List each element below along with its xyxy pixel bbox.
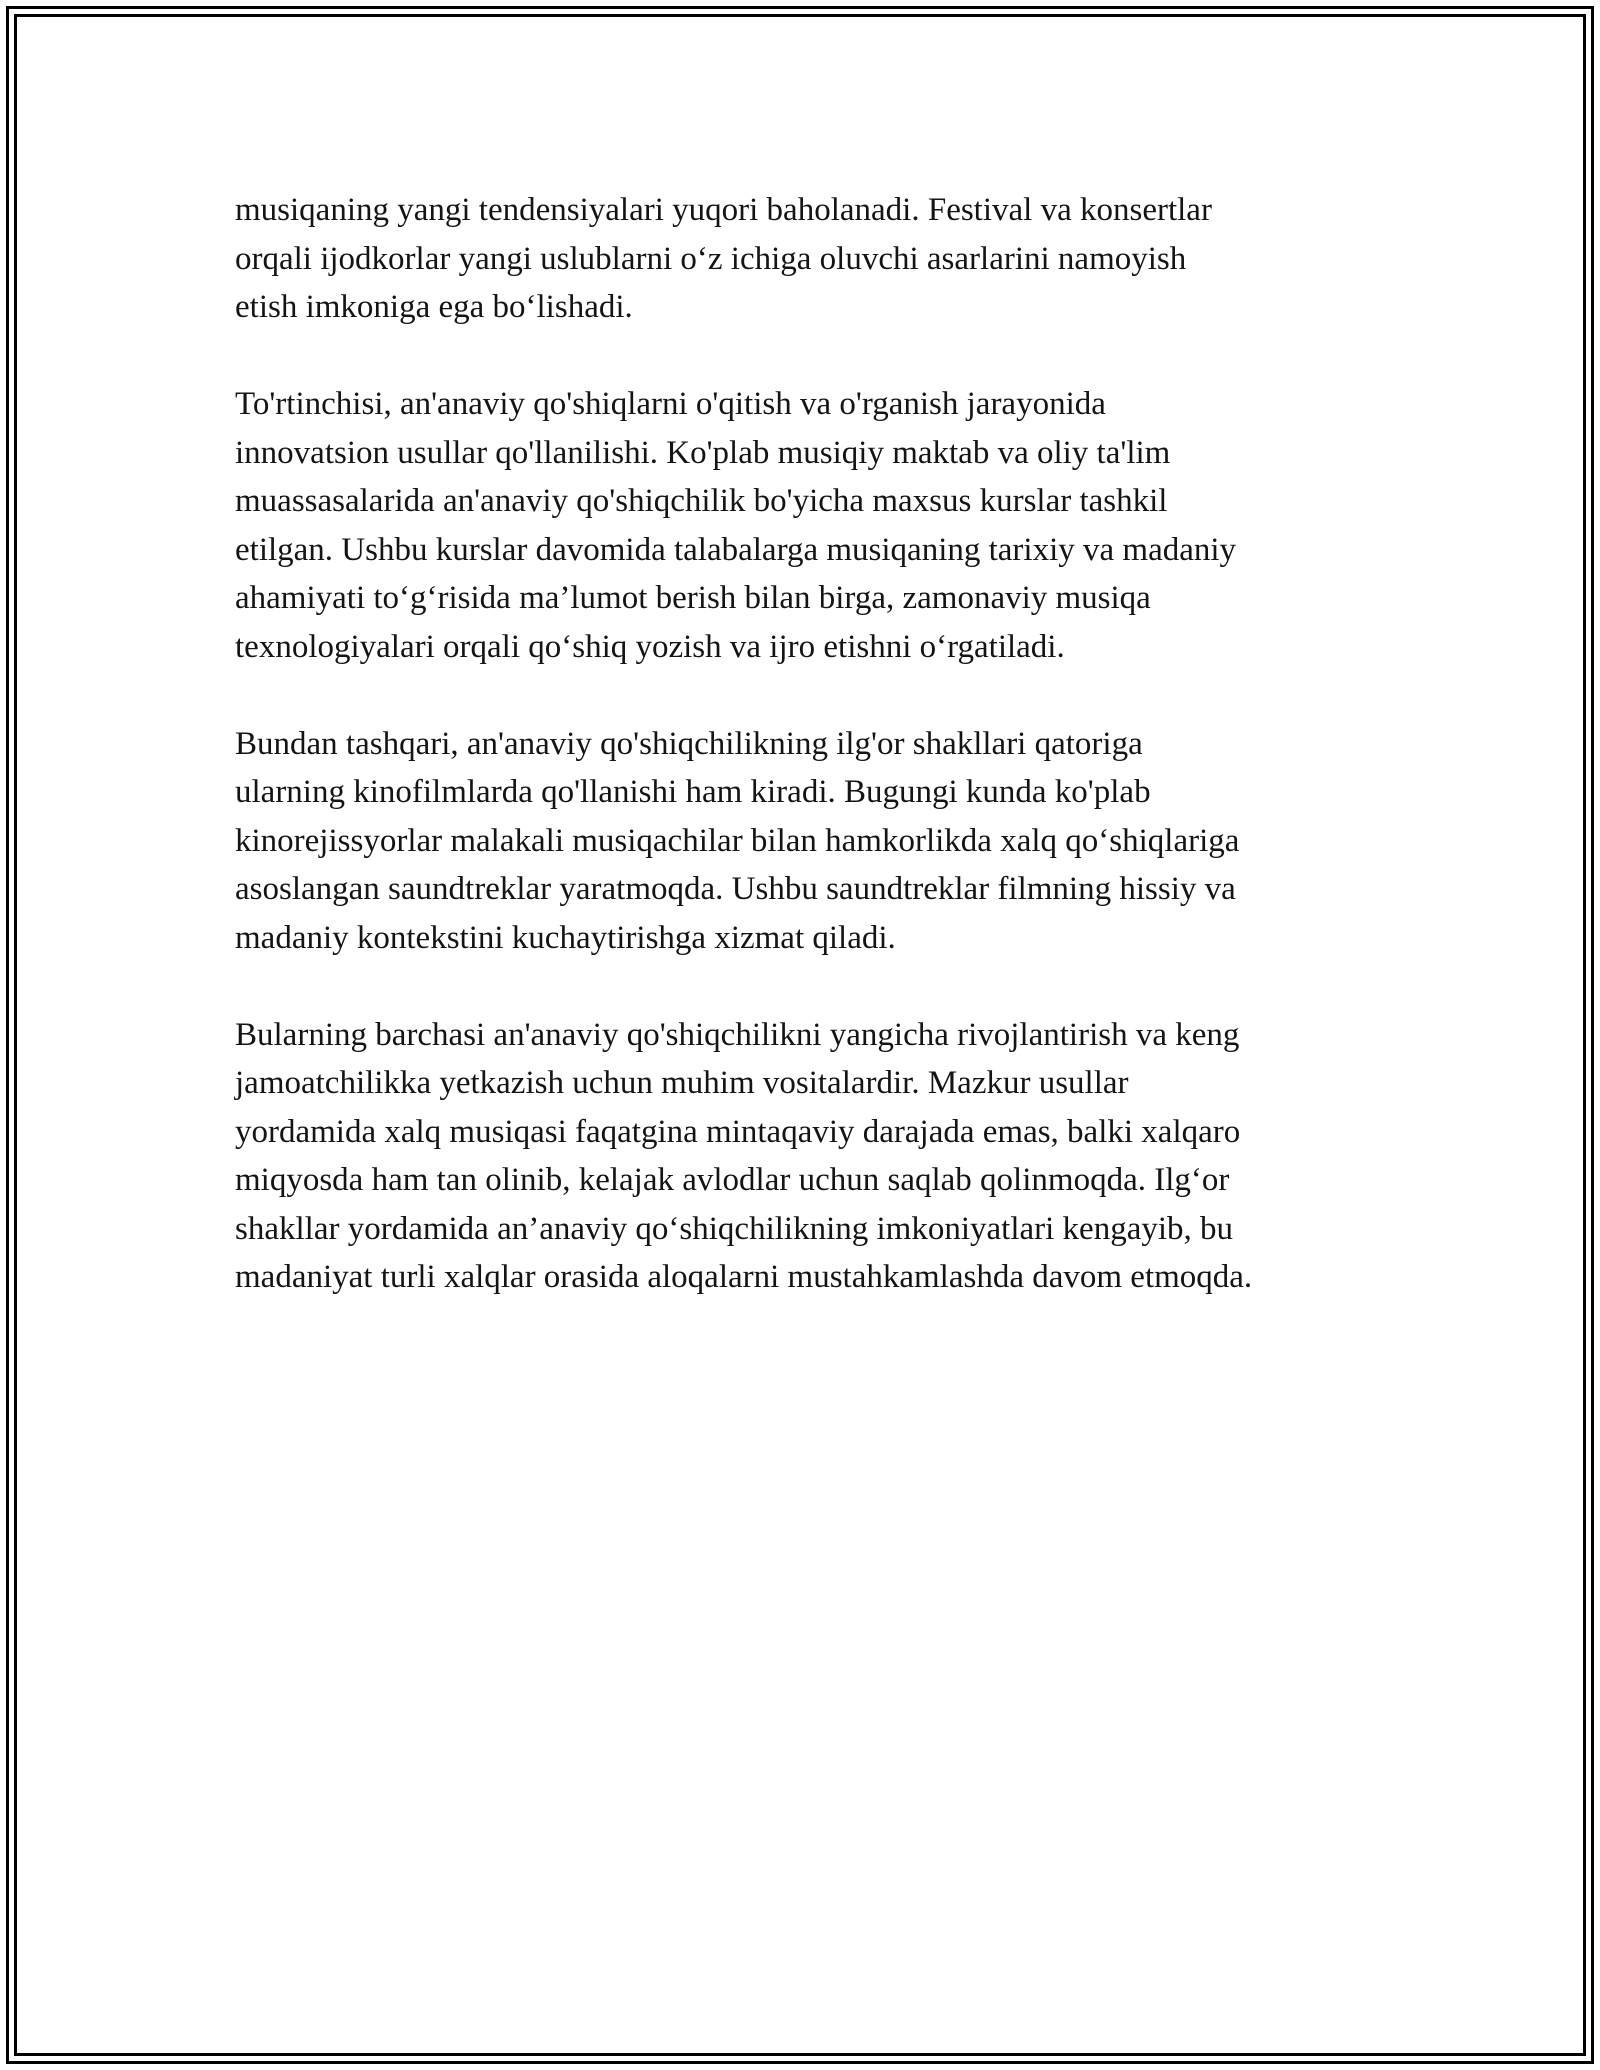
paragraph-2: To'rtinchisi, an'anaviy qo'shiqlarni o'qitish va o'rganish jarayonida innovatsion usullar qo'llanilishi. Ko'plab musiqiy maktab va oliy ta'lim muassasalarida an'anaviy qo'shiqchilik bo'yicha maxsus kurslar tashkil etilgan. Ushbu kurslar davomida talabalarga musiqaning tarixiy va madaniy ahamiyati to‘g‘risida ma’lumot berish bilan birga, zamonaviy musiqa texnologiyalari orqali qo‘shiq yozish va ijro etishni o‘rgatiladi. — [235, 386, 1237, 665]
paragraph-4: Bularning barchasi an'anaviy qo'shiqchilikni yangicha rivojlantirish va keng jamoatchilikka yetkazish uchun muhim vositalardir. Mazkur usullar yordamida xalq musiqasi faqatgina mintaqaviy darajada emas, balki xalqaro miqyosda ham tan olinib, kelajak avlodlar uchun saqlab qolinmoqda. Ilg‘or shakllar yordamida an’anaviy qo‘shiqchilikning imkoniyatlari kengayib, bu madaniyat turli xalqlar orasida aloqalarni mustahkamlashda davom etmoqda. — [235, 1016, 1253, 1295]
paragraph-1: musiqaning yangi tendensiyalari yuqori baholanadi. Festival va konsertlar orqali ijodkorlar yangi uslublarni o‘z ichiga oluvchi asarlarini namoyish etish imkoniga ega bo‘lishadi. — [235, 192, 1212, 325]
document-body — [235, 186, 1385, 1350]
paragraph-3: Bundan tashqari, an'anaviy qo'shiqchilikning ilg'or shakllari qatoriga ularning kinofilmlarda qo'llanishi ham kiradi. Bugungi kunda ko'plab kinorejissyorlar malakali musiqachilar bilan hamkorlikda xalq qo‘shiqlariga asoslangan saundtreklar yaratmoqda. Ushbu saundtreklar filmning hissiy va madaniy kontekstini kuchaytirishga xizmat qiladi. — [235, 725, 1240, 956]
